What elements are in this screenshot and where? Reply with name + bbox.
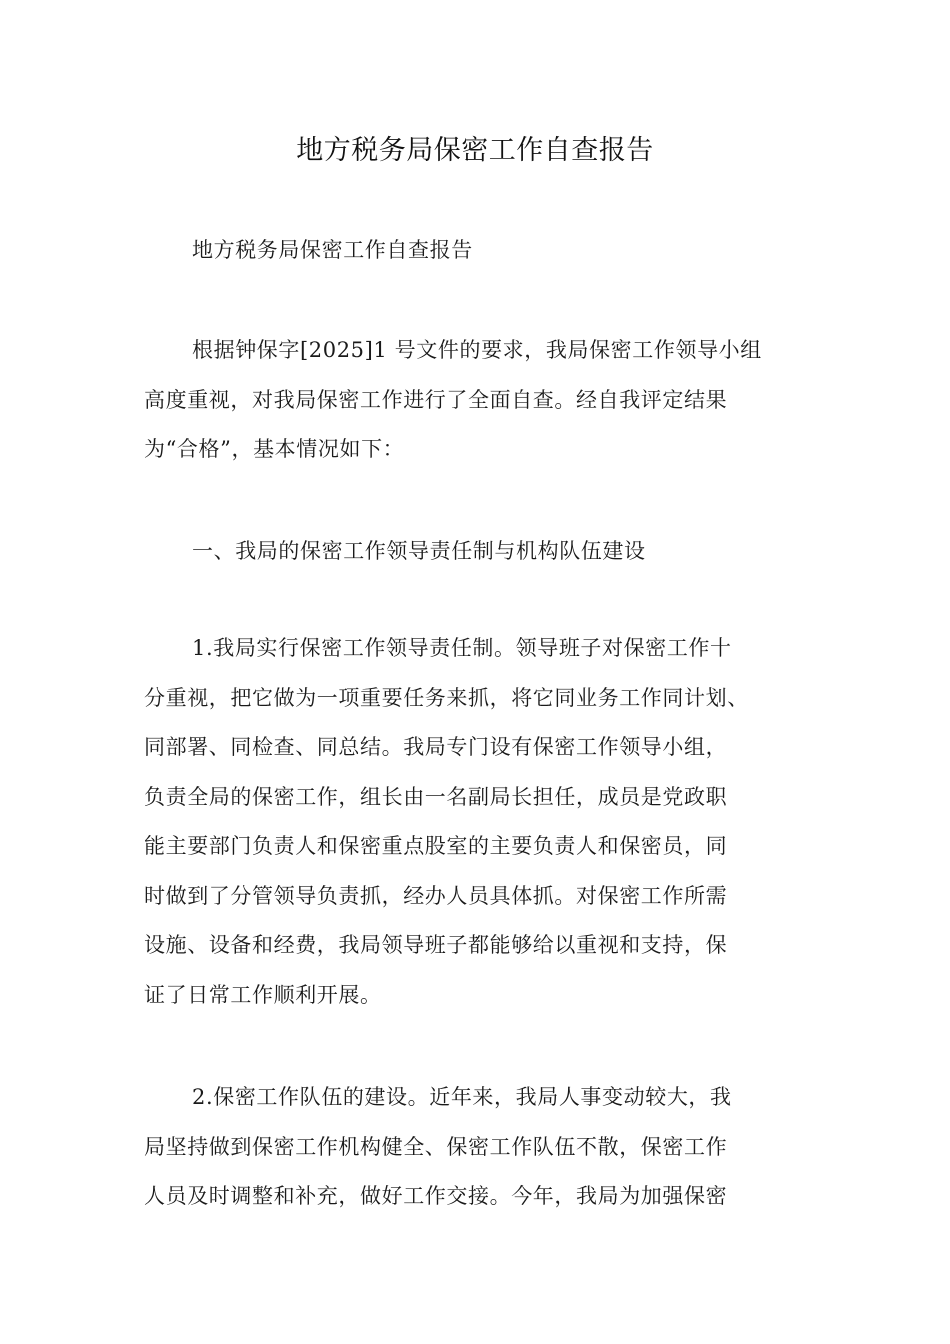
item-1-line: 能主要部门负责人和保密重点股室的主要负责人和保密员，同	[144, 834, 728, 858]
intro-line: 为“合格”，基本情况如下：	[144, 437, 405, 461]
item-2-line: 2.保密工作队伍的建设。近年来，我局人事变动较大，我	[192, 1085, 732, 1109]
item-1-paragraph	[144, 624, 814, 1020]
section-heading-text: 一、我局的保密工作领导责任制与机构队伍建设	[192, 539, 646, 563]
item-1-line: 分重视，把它做为一项重要任务来抓，将它同业务工作同计划、	[144, 685, 749, 710]
item-1-line: 1.我局实行保密工作领导责任制。领导班子对保密工作十	[192, 636, 732, 660]
intro-line: 根据钟保字[2025]1 号文件的要求，我局保密工作领导小组	[192, 338, 762, 362]
item-2-line: 人员及时调整和补充，做好工作交接。今年，我局为加强保密	[144, 1184, 728, 1208]
item-1-line: 同部署、同检查、同总结。我局专门设有保密工作领导小组，	[144, 735, 728, 759]
item-2-paragraph	[144, 1073, 814, 1222]
item-1-line: 时做到了分管领导负责抓，经办人员具体抓。对保密工作所需	[144, 883, 728, 908]
document-subtitle	[144, 226, 814, 276]
subtitle-text: 地方税务局保密工作自查报告	[192, 238, 473, 262]
section-heading-1	[144, 527, 814, 577]
document-title: 地方税务局保密工作自查报告	[296, 135, 654, 166]
intro-line: 高度重视，对我局保密工作进行了全面自查。经自我评定结果	[144, 387, 728, 412]
intro-paragraph	[144, 326, 814, 475]
item-1-line: 证了日常工作顺利开展。	[144, 982, 382, 1007]
item-2-line: 局坚持做到保密工作机构健全、保密工作队伍不散，保密工作	[144, 1134, 728, 1159]
item-1-line: 设施、设备和经费，我局领导班子都能够给以重视和支持，保	[144, 933, 728, 957]
item-1-line: 负责全局的保密工作，组长由一名副局长担任，成员是党政职	[144, 784, 728, 809]
